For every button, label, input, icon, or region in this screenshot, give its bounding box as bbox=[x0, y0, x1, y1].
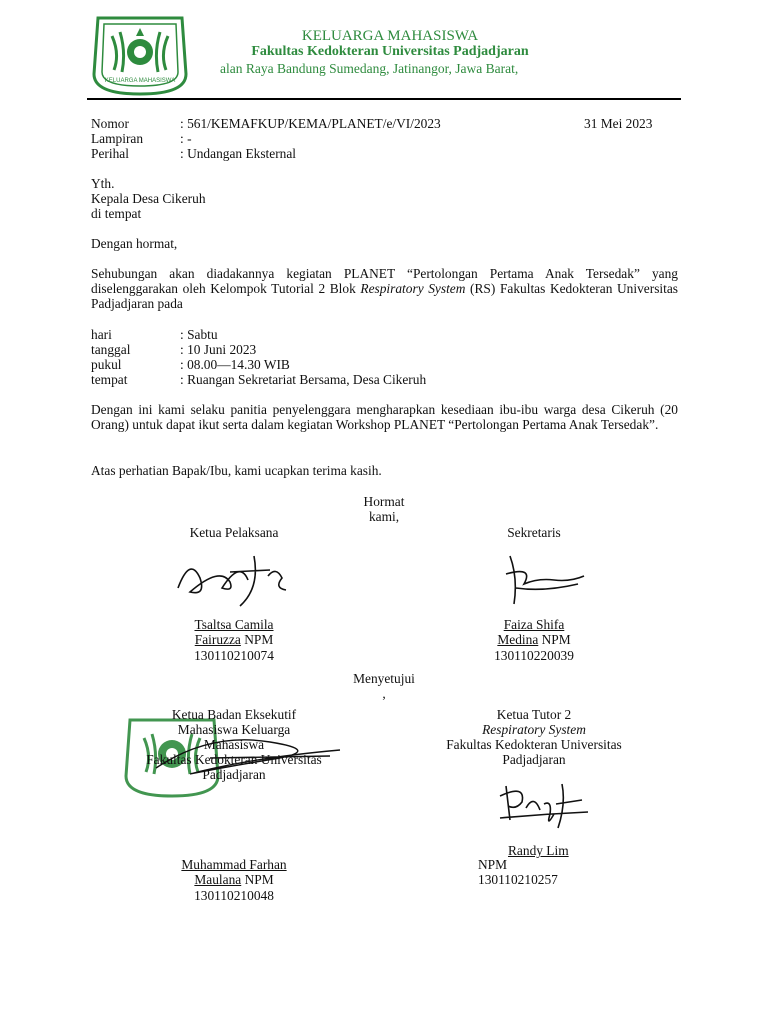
perihal-value: : Undangan Eksternal bbox=[180, 146, 297, 161]
bem-title-line-4: Fakultas Kedokteran Universitas bbox=[146, 752, 322, 767]
hormat-line-1: Hormat bbox=[363, 494, 405, 509]
ketua-pelaksana-name-line-1: Tsaltsa Camila bbox=[194, 617, 274, 632]
bem-title-line-2: Mahasiswa Keluarga bbox=[177, 722, 291, 737]
ketua-pelaksana-name-part: Fairuzza bbox=[194, 632, 241, 647]
course-name: Respiratory System bbox=[360, 281, 466, 296]
svg-text:KELUARGA MAHASISWA: KELUARGA MAHASISWA bbox=[104, 78, 176, 84]
letterhead-rule bbox=[87, 98, 681, 100]
schedule-value-tanggal: : 10 Juni 2023 bbox=[180, 342, 257, 357]
tutor-title-line-1: Ketua Tutor 2 bbox=[496, 707, 572, 722]
bem-signature bbox=[150, 728, 350, 784]
bem-name-line-2 bbox=[134, 872, 334, 888]
tutor-npm-label: NPM bbox=[478, 857, 508, 872]
paragraph-invitation-part-1: Sehubungan akan diadakannya kegiatan PLANET “Pertolongan Pertama Anak Tersedak” yang diselenggarakan oleh Kelompok Tutorial 2 Blok bbox=[91, 266, 678, 296]
lampiran-value: : - bbox=[180, 131, 192, 146]
sekretaris-signature bbox=[494, 548, 590, 612]
schedule-label-pukul: pukul bbox=[91, 357, 122, 372]
letterhead-address: alan Raya Bandung Sumedang, Jatinangor, Jawa Barat, bbox=[220, 61, 519, 76]
schedule-label-tanggal: tanggal bbox=[91, 342, 131, 357]
sekretaris-npm-label: NPM bbox=[538, 632, 571, 647]
recipient-place: di tempat bbox=[91, 206, 142, 221]
letter-date: 31 Mei 2023 bbox=[584, 116, 653, 131]
organization-logo bbox=[90, 14, 190, 98]
schedule-value-pukul: : 08.00—14.30 WIB bbox=[180, 357, 290, 372]
bem-name-line-1: Muhammad Farhan bbox=[181, 857, 287, 872]
tutor-npm: 130110210257 bbox=[478, 872, 558, 887]
ketua-pelaksana-npm-label: NPM bbox=[240, 632, 274, 647]
bem-title-line-3: Mahasiswa bbox=[203, 737, 265, 752]
bem-title-line-1: Ketua Badan Eksekutif bbox=[171, 707, 297, 722]
schedule-label-tempat: tempat bbox=[91, 372, 128, 387]
letterhead-faculty: Fakultas Kedokteran Universitas Padjadjaran bbox=[251, 44, 529, 59]
closing: Atas perhatian Bapak/Ibu, kami ucapkan terima kasih. bbox=[91, 463, 382, 478]
ketua-pelaksana-signature bbox=[170, 548, 296, 610]
tutor-name: Randy Lim bbox=[508, 843, 569, 858]
greeting: Dengan hormat, bbox=[91, 236, 178, 251]
lampiran-label: Lampiran bbox=[91, 131, 144, 146]
letterhead-org: KELUARGA MAHASISWA bbox=[301, 28, 479, 44]
bem-name-part: Maulana bbox=[194, 872, 242, 887]
ketua-pelaksana-name-line-2 bbox=[134, 632, 334, 648]
tutor-signature bbox=[496, 774, 594, 832]
tutor-title-line-3: Fakultas Kedokteran Universitas bbox=[446, 737, 622, 752]
recipient-yth: Yth. bbox=[91, 176, 115, 191]
ketua-pelaksana-title: Ketua Pelaksana bbox=[189, 525, 279, 540]
sekretaris-name-part: Medina bbox=[497, 632, 539, 647]
nomor-value: : 561/KEMAFKUP/KEMA/PLANET/e/VI/2023 bbox=[180, 116, 441, 131]
sekretaris-npm: 130110220039 bbox=[494, 648, 574, 663]
bem-npm: 130110210048 bbox=[194, 888, 274, 903]
perihal-label: Perihal bbox=[91, 146, 129, 161]
hormat-line-2: kami, bbox=[368, 509, 400, 524]
schedule-value-tempat: : Ruangan Sekretariat Bersama, Desa Cikeruh bbox=[180, 372, 427, 387]
sekretaris-name-line-2 bbox=[434, 632, 634, 648]
menyetujui-line-1: Menyetujui bbox=[353, 671, 415, 686]
recipient-name: Kepala Desa Cikeruh bbox=[91, 191, 206, 206]
paragraph-invitation-part-2: (RS) Fakultas Kedokteran Universitas Padjadjaran pada bbox=[91, 281, 678, 311]
schedule-label-hari: hari bbox=[91, 327, 112, 342]
bem-npm-label: NPM bbox=[241, 872, 274, 887]
paragraph-invitation bbox=[91, 266, 678, 311]
tutor-title-line-4: Padjadjaran bbox=[502, 752, 566, 767]
sekretaris-title: Sekretaris bbox=[507, 525, 561, 540]
nomor-label: Nomor bbox=[91, 116, 129, 131]
sekretaris-name-line-1: Faiza Shifa bbox=[503, 617, 565, 632]
ketua-pelaksana-npm: 130110210074 bbox=[194, 648, 274, 663]
bem-title-line-5: Padjadjaran bbox=[202, 767, 266, 782]
schedule-value-hari: : Sabtu bbox=[180, 327, 218, 342]
menyetujui-line-2: , bbox=[382, 686, 386, 701]
paragraph-request: Dengan ini kami selaku panitia penyelenggara mengharapkan kesediaan ibu-ibu warga desa Cikeruh (20 Orang) untuk dapat ikut serta dalam kegiatan Workshop PLANET “Pertolongan Pertama Anak Tersedak”. bbox=[91, 402, 678, 432]
tutor-title-line-2: Respiratory System bbox=[482, 722, 586, 737]
